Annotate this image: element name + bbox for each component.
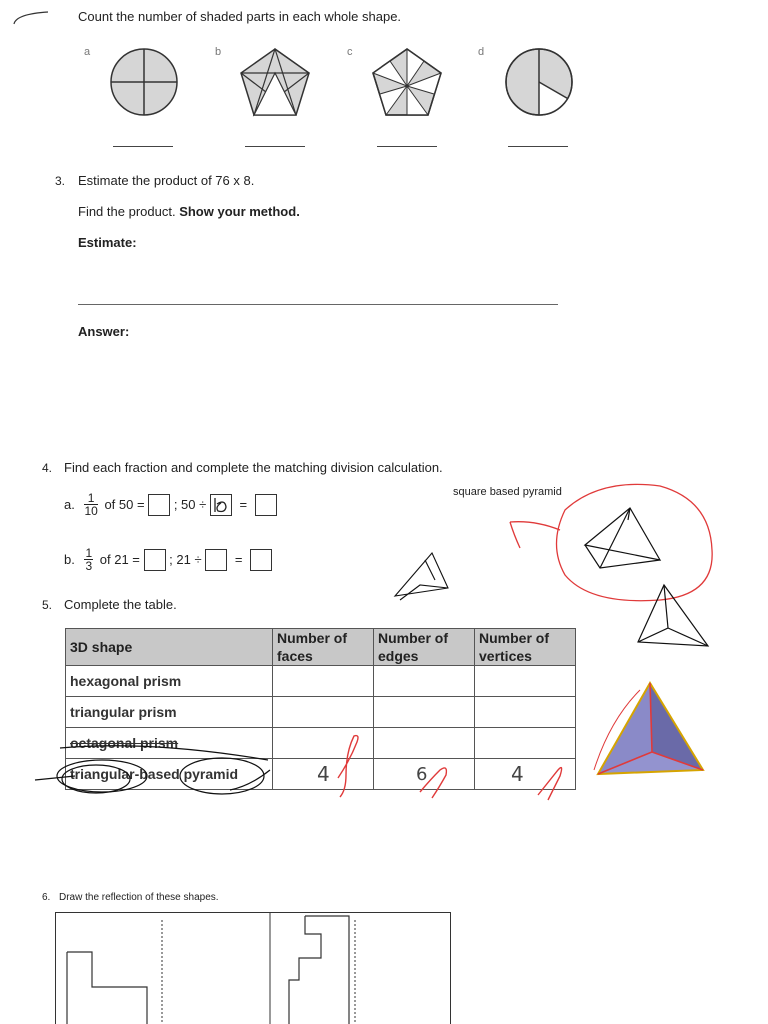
corner-mark — [10, 8, 50, 28]
q3-line2-plain: Find the product. — [78, 204, 176, 219]
reflection-grid — [55, 912, 455, 1024]
q5-number: 5. — [42, 598, 53, 612]
q3-line1: Estimate the product of 76 x 8. — [78, 173, 255, 188]
q3-line2-bold: Show your method. — [179, 204, 300, 219]
header-3d-shape: 3D shape — [66, 629, 273, 666]
answer-blank-c[interactable] — [377, 146, 437, 147]
shape-b-pentagon — [238, 46, 312, 120]
shape-d-circle — [503, 46, 575, 118]
fraction-denominator: 3 — [85, 559, 93, 573]
handwritten-edges: 6 — [416, 763, 428, 785]
part-b-equals: = — [234, 552, 243, 567]
table-row — [66, 666, 576, 697]
header-faces: Number of faces — [273, 629, 374, 666]
shapes-table — [65, 628, 576, 790]
part-a-of-text: of 50 = — [104, 497, 145, 512]
faces-cell[interactable] — [273, 697, 374, 728]
q2-instruction: Count the number of shaded parts in each whole shape. — [78, 9, 402, 24]
shape-name-cell: octagonal prism — [66, 728, 273, 759]
q4-instruction: Find each fraction and complete the matching division calculation. — [64, 460, 443, 475]
part-b-divisor-box[interactable] — [205, 549, 227, 571]
fraction-denominator: 10 — [84, 504, 98, 518]
estimate-line[interactable] — [78, 304, 558, 305]
faces-cell[interactable] — [273, 666, 374, 697]
q5-instruction: Complete the table. — [64, 597, 177, 612]
shape-letter-b: b — [215, 46, 222, 58]
shape-a-circle — [108, 46, 180, 118]
part-a-result-box[interactable] — [255, 494, 277, 516]
table-row — [66, 759, 576, 790]
part-b-fraction-box[interactable] — [144, 549, 166, 571]
part-b-division-text: ; 21 ÷ — [169, 552, 202, 567]
fraction-numerator: 1 — [85, 546, 93, 560]
answer-blank-a[interactable] — [113, 146, 173, 147]
annotation-square-based-pyramid: square based pyramid — [453, 486, 562, 498]
faces-cell[interactable] — [273, 759, 374, 790]
header-vertices: Number of vertices — [475, 629, 576, 666]
answer-label: Answer: — [78, 324, 130, 339]
fraction-numerator: 1 — [84, 492, 97, 505]
part-a-division-text: ; 50 ÷ — [173, 497, 207, 512]
part-b-of-text: of 21 = — [99, 552, 140, 567]
handwritten-faces: 4 — [317, 762, 330, 786]
red-circle-annotation — [557, 484, 713, 600]
edges-cell[interactable] — [374, 666, 475, 697]
edges-cell[interactable] — [374, 728, 475, 759]
header-edges: Number of edges — [374, 629, 475, 666]
q4-part-b — [64, 547, 272, 572]
edges-cell[interactable] — [374, 697, 475, 728]
pyramid-sketch-small — [395, 553, 448, 600]
vertices-cell[interactable] — [475, 697, 576, 728]
part-a-label: a. — [64, 497, 75, 512]
table-row — [66, 697, 576, 728]
q6-number: 6. — [42, 892, 51, 903]
handwritten-scribble — [211, 495, 231, 515]
red-arrow-annotation — [510, 522, 560, 548]
q4-part-a — [64, 492, 277, 517]
pyramid-sketch-1 — [585, 508, 660, 568]
faces-cell[interactable] — [273, 728, 374, 759]
shape-letter-c: c — [347, 46, 353, 58]
part-b-result-box[interactable] — [250, 549, 272, 571]
q3-number: 3. — [55, 174, 66, 188]
q3-line2 — [78, 204, 300, 219]
shape-name-cell: hexagonal prism — [66, 666, 273, 697]
shape-name-cell: triangular-based pyramid — [66, 759, 273, 790]
shape-letter-d: d — [478, 46, 485, 58]
shape-c-pentagon — [370, 46, 444, 120]
shaded-tetrahedron — [594, 683, 703, 774]
shape-letter-a: a — [84, 46, 91, 58]
fraction-1-10 — [84, 492, 97, 517]
handwritten-vertices: 4 — [511, 762, 524, 786]
vertices-cell[interactable] — [475, 759, 576, 790]
vertices-cell[interactable] — [475, 728, 576, 759]
part-a-divisor-box[interactable] — [210, 494, 232, 516]
part-b-label: b. — [64, 552, 75, 567]
fraction-1-3 — [84, 547, 93, 572]
q4-number: 4. — [42, 461, 53, 475]
vertices-cell[interactable] — [475, 666, 576, 697]
table-header-row — [66, 629, 576, 666]
edges-cell[interactable] — [374, 759, 475, 790]
answer-blank-b[interactable] — [245, 146, 305, 147]
part-a-equals: = — [239, 497, 248, 512]
answer-blank-d[interactable] — [508, 146, 568, 147]
estimate-label: Estimate: — [78, 235, 137, 250]
shape-name-cell: triangular prism — [66, 697, 273, 728]
part-a-fraction-box[interactable] — [148, 494, 170, 516]
table-row — [66, 728, 576, 759]
pyramid-sketch-2 — [638, 585, 708, 646]
q6-instruction: Draw the reflection of these shapes. — [59, 892, 219, 903]
